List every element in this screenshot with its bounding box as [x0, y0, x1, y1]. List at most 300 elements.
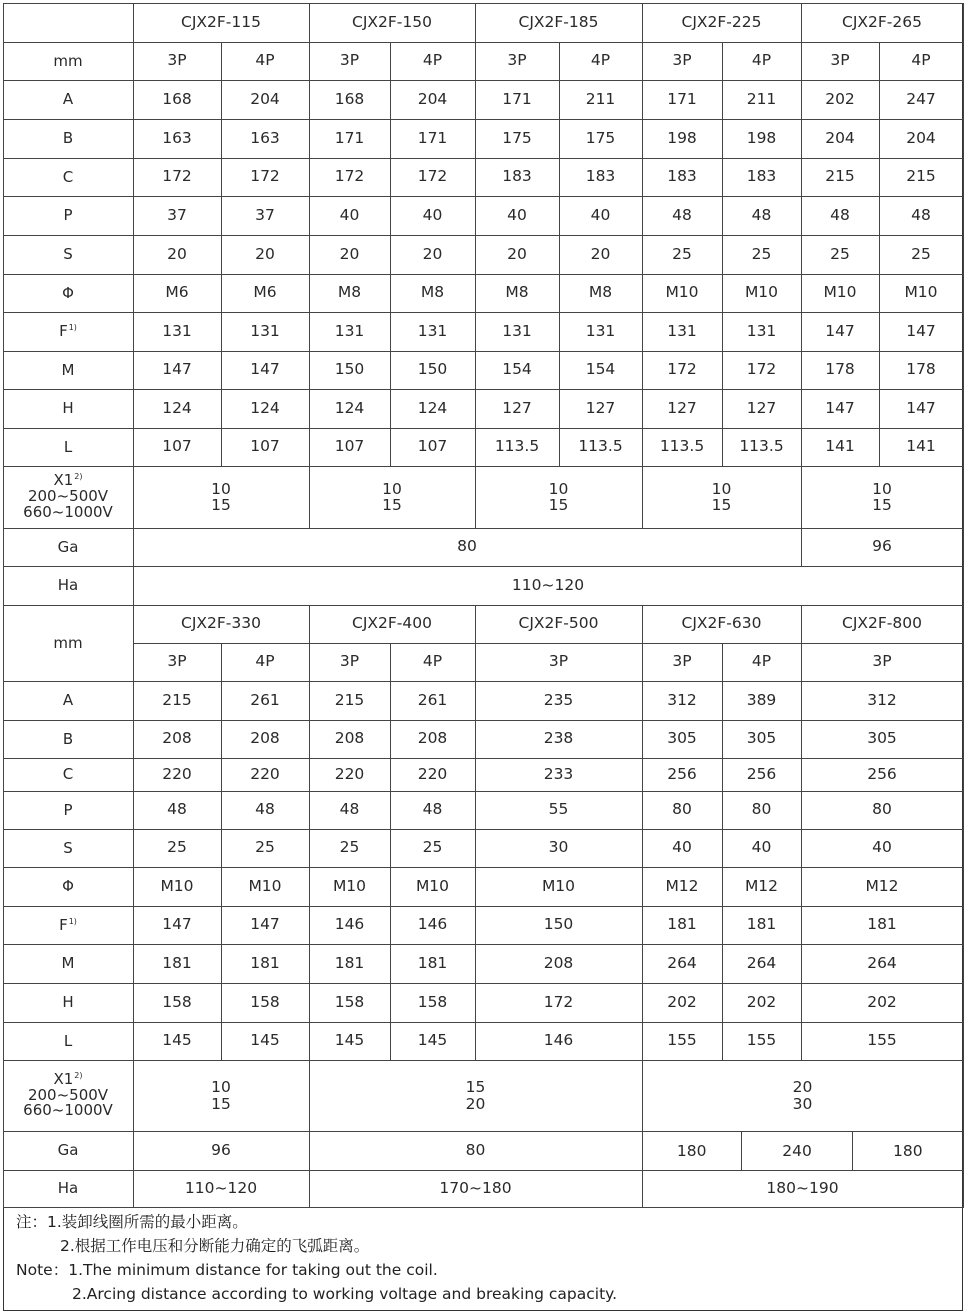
value-cell: 172: [642, 351, 722, 389]
value-cell: 80: [133, 528, 801, 566]
row-label: [3, 758, 133, 791]
x1-value-b: 15: [872, 496, 892, 514]
x1-value: [309, 466, 475, 528]
value-cell: 150: [390, 351, 475, 389]
x1-value-a: 10: [382, 479, 402, 498]
value-cell: 154: [559, 351, 642, 389]
value-cell: 25: [642, 235, 722, 274]
value-cell: 20: [559, 235, 642, 274]
value-cell: 208: [475, 944, 642, 983]
pole-header: 3P: [133, 42, 221, 80]
value-cell: 20: [133, 235, 221, 274]
value-cell: 158: [221, 983, 309, 1022]
value-cell: 172: [309, 158, 390, 196]
row-label-text: L: [63, 437, 73, 456]
value-cell: 110~120: [133, 1170, 309, 1207]
value-cell: 183: [559, 158, 642, 196]
ha-row: [3, 566, 963, 605]
table-row: [3, 829, 963, 867]
value-cell: M6: [133, 274, 221, 312]
value-cell: 113.5: [559, 428, 642, 466]
value-cell: 155: [801, 1022, 963, 1060]
value-cell: 312: [642, 681, 722, 720]
value-cell: 181: [722, 906, 801, 944]
value-cell: M10: [642, 274, 722, 312]
row-label: Ga: [3, 1131, 133, 1170]
value-cell: 127: [642, 389, 722, 428]
value-cell: 178: [801, 351, 879, 389]
value-cell: 211: [722, 80, 801, 119]
value-cell: 147: [221, 351, 309, 389]
x1-value-b: 20: [465, 1094, 486, 1113]
value-cell: 220: [390, 758, 475, 791]
dimension-document: [3, 3, 963, 1311]
table-row: [3, 119, 963, 158]
model-header: CJX2F-225: [642, 3, 801, 42]
table-row: [3, 351, 963, 389]
row-label: [3, 274, 133, 312]
row-label: [3, 428, 133, 466]
value-cell: 208: [390, 720, 475, 758]
value-cell: M10: [390, 867, 475, 906]
value-cell: 96: [133, 1131, 309, 1170]
value-cell: 261: [221, 681, 309, 720]
value-cell: 215: [801, 158, 879, 196]
x1-value-a: 10: [211, 1078, 231, 1097]
value-cell: 107: [133, 428, 221, 466]
row-label-text: L: [63, 1031, 73, 1050]
value-cell: 107: [390, 428, 475, 466]
value-cell: 131: [221, 312, 309, 351]
ga-row: [3, 528, 963, 566]
pole-header: 3P: [309, 42, 390, 80]
header-pole-row: [3, 643, 963, 681]
row-label-text: P: [63, 800, 73, 819]
row-label: [3, 867, 133, 906]
x1-value: [475, 466, 642, 528]
value-cell: 127: [722, 389, 801, 428]
pole-header: 4P: [390, 42, 475, 80]
value-cell: 40: [722, 829, 801, 867]
model-header: CJX2F-185: [475, 3, 642, 42]
value-cell: 202: [801, 80, 879, 119]
value-cell: 48: [722, 196, 801, 235]
x1-value-a: 10: [211, 479, 231, 498]
row-label-text: F: [59, 322, 68, 341]
unit-label: mm: [3, 42, 133, 80]
value-cell: 264: [642, 944, 722, 983]
value-cell: 37: [221, 196, 309, 235]
value-cell: 150: [475, 906, 642, 944]
value-cell: 147: [801, 312, 879, 351]
value-cell: M10: [722, 274, 801, 312]
value-cell: 155: [722, 1022, 801, 1060]
model-header: CJX2F-330: [133, 605, 309, 643]
value-cell: 127: [559, 389, 642, 428]
value-cell: 202: [801, 983, 963, 1022]
value-cell: 208: [133, 720, 221, 758]
value-cell: 145: [221, 1022, 309, 1060]
x1-value: [642, 1060, 963, 1131]
value-cell: 175: [475, 119, 559, 158]
x1-value-b: 15: [711, 496, 732, 514]
table-row: [3, 791, 963, 829]
table-row: [3, 389, 963, 428]
value-cell: 131: [722, 312, 801, 351]
model-header: CJX2F-500: [475, 605, 642, 643]
value-cell: 147: [801, 389, 879, 428]
value-cell: 172: [221, 158, 309, 196]
value-cell: 25: [722, 235, 801, 274]
value-cell: 220: [221, 758, 309, 791]
header-pole-row: [3, 42, 963, 80]
value-cell: 48: [879, 196, 963, 235]
row-label: [3, 196, 133, 235]
value-cell: 181: [133, 944, 221, 983]
value-cell: 172: [133, 158, 221, 196]
value-cell: 80: [309, 1131, 642, 1170]
row-label-text: Φ: [62, 283, 74, 302]
x1-voltage-a: 200~500V: [27, 1085, 109, 1104]
value-cell: 48: [221, 791, 309, 829]
value-cell: 40: [390, 196, 475, 235]
value-cell: 172: [475, 983, 642, 1022]
value-cell: 145: [309, 1022, 390, 1060]
x1-value-a: 15: [465, 1078, 486, 1097]
value-cell: 183: [475, 158, 559, 196]
value-cell: 127: [475, 389, 559, 428]
table-row: [3, 235, 963, 274]
value-cell: 256: [801, 758, 963, 791]
value-cell: 215: [309, 681, 390, 720]
value-cell: 37: [133, 196, 221, 235]
ga-row: [3, 1131, 963, 1170]
row-label-text: P: [63, 206, 73, 225]
pole-header: 3P: [475, 643, 642, 681]
table-row: [3, 681, 963, 720]
x1-label-text: X1: [53, 1069, 74, 1088]
value-cell: 25: [221, 829, 309, 867]
value-cell: 124: [221, 389, 309, 428]
table-row: [3, 944, 963, 983]
value-cell: 247: [879, 80, 963, 119]
value-cell: 198: [642, 119, 722, 158]
header-model-row: [3, 3, 963, 42]
row-label: [3, 944, 133, 983]
value-cell: 20: [390, 235, 475, 274]
value-cell: 146: [390, 906, 475, 944]
row-label: [3, 312, 133, 351]
row-label-text: C: [62, 765, 74, 784]
model-header: CJX2F-630: [642, 605, 801, 643]
value-cell: 158: [309, 983, 390, 1022]
row-label-text: H: [62, 399, 74, 418]
value-cell: 204: [879, 119, 963, 158]
value-cell: M10: [133, 867, 221, 906]
x1-value-b: 30: [792, 1094, 813, 1113]
x1-value-a: 10: [548, 479, 569, 498]
value-cell: 80: [642, 791, 722, 829]
row-label-text: B: [62, 729, 74, 748]
value-cell: 180: [643, 1132, 742, 1170]
row-label-text: A: [62, 90, 74, 109]
value-cell: 124: [390, 389, 475, 428]
value-cell: 171: [642, 80, 722, 119]
x1-value-a: 10: [711, 479, 732, 498]
value-cell: M10: [221, 867, 309, 906]
value-cell: 181: [642, 906, 722, 944]
value-cell: 305: [642, 720, 722, 758]
value-cell: 171: [475, 80, 559, 119]
value-cell: 25: [390, 829, 475, 867]
pole-header: 3P: [642, 643, 722, 681]
value-cell: 202: [642, 983, 722, 1022]
row-label: [3, 681, 133, 720]
value-cell: 80: [801, 791, 963, 829]
value-cell: 163: [133, 119, 221, 158]
value-cell: 238: [475, 720, 642, 758]
value-cell: 113.5: [642, 428, 722, 466]
pole-header: 3P: [133, 643, 221, 681]
pole-header: 4P: [722, 42, 801, 80]
pole-header: 3P: [801, 643, 963, 681]
pole-header: 3P: [642, 42, 722, 80]
footnote-ref: 2): [74, 472, 83, 482]
value-cell: 204: [390, 80, 475, 119]
value-cell: 25: [801, 235, 879, 274]
value-cell: 181: [390, 944, 475, 983]
value-cell: 20: [221, 235, 309, 274]
value-cell: 180~190: [642, 1170, 963, 1207]
table-row: [3, 1022, 963, 1060]
x1-value-b: 15: [548, 496, 569, 514]
value-cell: 305: [801, 720, 963, 758]
value-cell: 96: [801, 528, 963, 566]
value-cell: 131: [133, 312, 221, 351]
value-cell: 168: [309, 80, 390, 119]
pole-header: 3P: [475, 42, 559, 80]
value-cell: M6: [221, 274, 309, 312]
dimension-table: [3, 3, 964, 1208]
value-cell: 172: [390, 158, 475, 196]
value-cell: 40: [559, 196, 642, 235]
pole-header: 3P: [801, 42, 879, 80]
value-cell: M8: [559, 274, 642, 312]
value-cell: 124: [133, 389, 221, 428]
model-header: CJX2F-400: [309, 605, 475, 643]
value-cell: 20: [475, 235, 559, 274]
row-label: [3, 80, 133, 119]
value-cell: 107: [221, 428, 309, 466]
x1-value: [801, 466, 963, 528]
value-cell: 204: [801, 119, 879, 158]
value-cell: 235: [475, 681, 642, 720]
value-cell: 215: [879, 158, 963, 196]
value-cell: 80: [722, 791, 801, 829]
x1-value: [133, 1060, 309, 1131]
value-cell: 147: [221, 906, 309, 944]
value-cell: 256: [642, 758, 722, 791]
note-cn-1: 注：1.装卸线圈所需的最小距离。: [16, 1213, 248, 1231]
value-cell: 25: [879, 235, 963, 274]
value-cell: 55: [475, 791, 642, 829]
value-cell: 147: [879, 389, 963, 428]
value-cell: 141: [801, 428, 879, 466]
value-cell: 131: [642, 312, 722, 351]
pole-header: 4P: [221, 643, 309, 681]
x1-value: [309, 1060, 642, 1131]
x1-value-b: 15: [211, 496, 231, 514]
row-label: [3, 235, 133, 274]
value-cell: 147: [133, 351, 221, 389]
value-cell: 264: [801, 944, 963, 983]
value-cell: 107: [309, 428, 390, 466]
note-en-2: 2.Arcing distance according to working voltage and breaking capacity.: [72, 1285, 618, 1303]
value-cell: 110~120: [133, 566, 963, 605]
x1-label: [3, 466, 133, 528]
value-cell: 215: [133, 681, 221, 720]
value-cell: 181: [801, 906, 963, 944]
value-cell: 48: [801, 196, 879, 235]
value-cell: 183: [722, 158, 801, 196]
table-row: [3, 80, 963, 119]
value-cell: 40: [475, 196, 559, 235]
note-en-1: Note：1.The minimum distance for taking out the coil.: [16, 1261, 438, 1279]
footnote-ref: 2): [74, 1070, 83, 1080]
value-cell: 175: [559, 119, 642, 158]
row-label-text: S: [63, 245, 73, 264]
value-cell: 40: [801, 829, 963, 867]
value-cell: M12: [722, 867, 801, 906]
header-model-row: [3, 605, 963, 643]
value-cell: 256: [722, 758, 801, 791]
value-cell: 131: [309, 312, 390, 351]
value-cell: 20: [309, 235, 390, 274]
value-cell: 48: [133, 791, 221, 829]
row-label: Ha: [3, 566, 133, 605]
table-row: [3, 983, 963, 1022]
value-cell: M8: [475, 274, 559, 312]
x1-value-a: 20: [792, 1078, 813, 1097]
value-cell: 145: [390, 1022, 475, 1060]
value-cell: 113.5: [722, 428, 801, 466]
x1-row: [3, 1060, 963, 1131]
value-cell: 131: [559, 312, 642, 351]
model-header: CJX2F-150: [309, 3, 475, 42]
value-cell: 30: [475, 829, 642, 867]
row-label: [3, 906, 133, 944]
corner-cell: [3, 3, 133, 42]
notes: [16, 1210, 617, 1306]
value-cell: 178: [879, 351, 963, 389]
x1-voltage-b: 660~1000V: [23, 502, 113, 521]
row-label: [3, 1022, 133, 1060]
ha-row: [3, 1170, 963, 1207]
row-label-text: C: [62, 167, 74, 186]
value-cell: 154: [475, 351, 559, 389]
value-cell: 131: [390, 312, 475, 351]
value-cell: M10: [879, 274, 963, 312]
value-cell: 233: [475, 758, 642, 791]
value-cell: 147: [879, 312, 963, 351]
table-row: [3, 906, 963, 944]
row-label: [3, 158, 133, 196]
x1-voltage-b: 660~1000V: [23, 1101, 113, 1120]
value-cell: 220: [133, 758, 221, 791]
value-cell: 211: [559, 80, 642, 119]
row-label: [3, 720, 133, 758]
table-row: [3, 312, 963, 351]
pole-header: 3P: [309, 643, 390, 681]
value-cell: 113.5: [475, 428, 559, 466]
row-label: [3, 791, 133, 829]
pole-header: 4P: [390, 643, 475, 681]
value-cell: 204: [221, 80, 309, 119]
value-cell: 170~180: [309, 1170, 642, 1207]
x1-value: [133, 466, 309, 528]
row-label: [3, 983, 133, 1022]
row-label-text: M: [61, 954, 75, 973]
footnote-ref: 1): [68, 323, 77, 333]
value-cell: 208: [221, 720, 309, 758]
value-cell: 25: [133, 829, 221, 867]
value-cell: M8: [309, 274, 390, 312]
value-cell: 261: [390, 681, 475, 720]
row-label-text: M: [61, 360, 75, 379]
note-cn-2: 2.根据工作电压和分断能力确定的飞弧距离。: [60, 1237, 370, 1255]
value-cell: 202: [722, 983, 801, 1022]
value-cell: 389: [722, 681, 801, 720]
value-cell: 180: [893, 1141, 923, 1160]
value-cell: 124: [309, 389, 390, 428]
value-cell: 305: [722, 720, 801, 758]
value-cell: M10: [801, 274, 879, 312]
ga-split-cell: [642, 1131, 963, 1170]
model-header: CJX2F-115: [133, 3, 309, 42]
row-label-text: S: [63, 838, 73, 857]
row-label: [3, 119, 133, 158]
value-cell: 220: [309, 758, 390, 791]
value-cell: M12: [801, 867, 963, 906]
value-cell: 158: [390, 983, 475, 1022]
table-row: [3, 158, 963, 196]
value-cell: M10: [309, 867, 390, 906]
x1-value-b: 15: [211, 1094, 231, 1113]
value-cell: 181: [309, 944, 390, 983]
table-row: [3, 196, 963, 235]
row-label: [3, 351, 133, 389]
value-cell: 171: [390, 119, 475, 158]
value-cell: 48: [309, 791, 390, 829]
value-cell: 171: [309, 119, 390, 158]
value-cell: M10: [475, 867, 642, 906]
x1-label-text: X1: [53, 471, 74, 490]
row-label-text: F: [59, 915, 68, 934]
value-cell: 163: [221, 119, 309, 158]
value-cell: 48: [390, 791, 475, 829]
value-cell: 146: [475, 1022, 642, 1060]
value-cell: 131: [475, 312, 559, 351]
value-cell: 158: [133, 983, 221, 1022]
value-cell: 48: [642, 196, 722, 235]
row-label: [3, 389, 133, 428]
table-row: [3, 758, 963, 791]
value-cell: 168: [133, 80, 221, 119]
value-cell: 208: [309, 720, 390, 758]
x1-value: [642, 466, 801, 528]
row-label-text: Φ: [62, 877, 74, 896]
value-cell: 40: [642, 829, 722, 867]
